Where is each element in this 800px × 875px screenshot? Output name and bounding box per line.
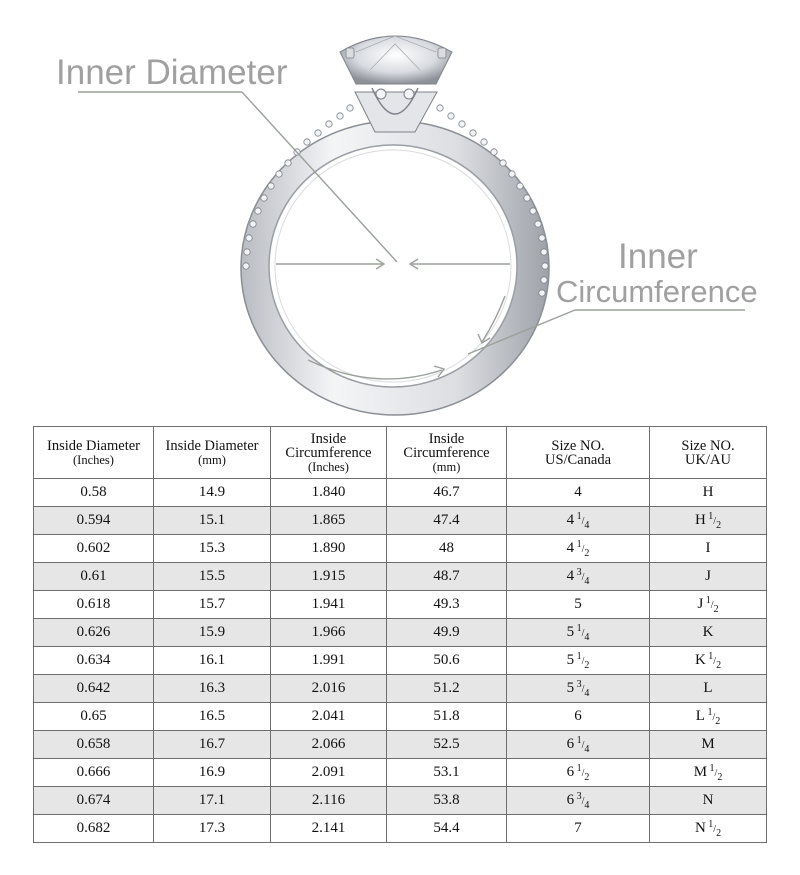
cell-circumference-inches: 1.915 xyxy=(271,563,387,591)
cell-circumference-mm: 50.6 xyxy=(387,647,507,675)
cell-circumference-inches: 2.016 xyxy=(271,675,387,703)
table-row xyxy=(34,759,767,787)
cell-size-us: 6 $^1/_4$ xyxy=(507,731,650,759)
cell-diameter-mm: 15.5 xyxy=(154,563,271,591)
cell-diameter-mm: 17.3 xyxy=(154,815,271,843)
cell-diameter-inches: 0.674 xyxy=(34,787,154,815)
cell-circumference-inches: 1.991 xyxy=(271,647,387,675)
col-inside-diameter-mm: Inside Diameter (mm) xyxy=(154,427,271,479)
cell-circumference-inches: 1.966 xyxy=(271,619,387,647)
cell-size-uk: K xyxy=(650,619,767,647)
size-fraction: $^1/_4$ xyxy=(576,510,590,531)
inner-diameter-label: Inner Diameter xyxy=(56,53,288,92)
cell-circumference-inches: 1.941 xyxy=(271,591,387,619)
cell-circumference-inches: 2.141 xyxy=(271,815,387,843)
table-row xyxy=(34,479,767,507)
cell-circumference-mm: 53.1 xyxy=(387,759,507,787)
cell-size-uk: M xyxy=(650,731,767,759)
cell-circumference-inches: 2.091 xyxy=(271,759,387,787)
cell-circumference-mm: 52.5 xyxy=(387,731,507,759)
col-inside-circumference-mm: Inside Circumference (mm) xyxy=(387,427,507,479)
cell-size-uk: L xyxy=(650,675,767,703)
col-size-uk-au: Size NO. UK/AU xyxy=(650,427,767,479)
cell-size-uk: N $^1/_2$ xyxy=(650,815,767,843)
size-fraction: $^1/_4$ xyxy=(576,622,590,643)
cell-diameter-inches: 0.602 xyxy=(34,535,154,563)
table-row xyxy=(34,535,767,563)
cell-size-uk: J xyxy=(650,563,767,591)
cell-size-uk: K $^1/_2$ xyxy=(650,647,767,675)
size-fraction: $^1/_4$ xyxy=(576,734,590,755)
cell-diameter-inches: 0.682 xyxy=(34,815,154,843)
cell-diameter-inches: 0.626 xyxy=(34,619,154,647)
cell-size-us: 4 $^1/_2$ xyxy=(507,535,650,563)
cell-size-uk: H $^1/_2$ xyxy=(650,507,767,535)
table-row xyxy=(34,591,767,619)
cell-diameter-mm: 16.5 xyxy=(154,703,271,731)
size-fraction: $^1/_2$ xyxy=(576,650,590,671)
cell-circumference-mm: 46.7 xyxy=(387,479,507,507)
cell-diameter-inches: 0.642 xyxy=(34,675,154,703)
table-row xyxy=(34,787,767,815)
cell-circumference-mm: 51.8 xyxy=(387,703,507,731)
cell-size-us: 5 xyxy=(507,591,650,619)
fraction-slash: / xyxy=(581,515,585,527)
cell-size-uk: M $^1/_2$ xyxy=(650,759,767,787)
cell-diameter-mm: 16.9 xyxy=(154,759,271,787)
inner-circumference-label-line1: Inner xyxy=(618,237,698,276)
fraction-slash: / xyxy=(581,739,585,751)
cell-diameter-inches: 0.666 xyxy=(34,759,154,787)
ring-size-table xyxy=(33,426,767,843)
fraction-slash: / xyxy=(713,655,717,667)
table-header-row xyxy=(34,427,767,479)
cell-circumference-mm: 49.9 xyxy=(387,619,507,647)
cell-diameter-inches: 0.618 xyxy=(34,591,154,619)
cell-diameter-inches: 0.658 xyxy=(34,731,154,759)
fraction-slash: / xyxy=(581,655,585,667)
cell-size-us: 4 $^3/_4$ xyxy=(507,563,650,591)
cell-diameter-inches: 0.61 xyxy=(34,563,154,591)
fraction-slash: / xyxy=(581,627,585,639)
col-inside-circumference-inches: Inside Circumference (Inches) xyxy=(271,427,387,479)
cell-circumference-inches: 1.840 xyxy=(271,479,387,507)
table-row xyxy=(34,647,767,675)
size-fraction: $^3/_4$ xyxy=(576,678,590,699)
cell-size-us: 7 xyxy=(507,815,650,843)
fraction-slash: / xyxy=(713,515,717,527)
cell-diameter-mm: 15.7 xyxy=(154,591,271,619)
table-row xyxy=(34,675,767,703)
cell-diameter-inches: 0.634 xyxy=(34,647,154,675)
fraction-slash: / xyxy=(714,767,718,779)
cell-diameter-inches: 0.58 xyxy=(34,479,154,507)
cell-circumference-mm: 47.4 xyxy=(387,507,507,535)
cell-circumference-mm: 48 xyxy=(387,535,507,563)
table-row xyxy=(34,507,767,535)
cell-size-us: 5 $^3/_4$ xyxy=(507,675,650,703)
cell-size-uk: N xyxy=(650,787,767,815)
fraction-slash: / xyxy=(712,711,716,723)
cell-diameter-inches: 0.594 xyxy=(34,507,154,535)
cell-diameter-mm: 14.9 xyxy=(154,479,271,507)
fraction-slash: / xyxy=(581,795,585,807)
cell-circumference-mm: 49.3 xyxy=(387,591,507,619)
cell-diameter-mm: 15.3 xyxy=(154,535,271,563)
cell-diameter-mm: 15.1 xyxy=(154,507,271,535)
cell-circumference-inches: 2.066 xyxy=(271,731,387,759)
table-body xyxy=(34,479,767,843)
fraction-slash: / xyxy=(713,823,717,835)
size-fraction: $^1/_2$ xyxy=(708,650,722,671)
size-fraction: $^1/_2$ xyxy=(705,594,719,615)
inner-circumference-label-line2: Circumference xyxy=(556,274,758,309)
cell-diameter-mm: 16.3 xyxy=(154,675,271,703)
table-row xyxy=(34,563,767,591)
cell-diameter-mm: 16.1 xyxy=(154,647,271,675)
table-row xyxy=(34,815,767,843)
ring-illustration xyxy=(0,0,800,420)
col-inside-diameter-inches: Inside Diameter (Inches) xyxy=(34,427,154,479)
size-fraction: $^1/_2$ xyxy=(576,538,590,559)
table-row xyxy=(34,731,767,759)
ring-setting xyxy=(340,36,452,132)
cell-circumference-inches: 1.890 xyxy=(271,535,387,563)
size-fraction: $^1/_2$ xyxy=(707,706,721,727)
table-row xyxy=(34,703,767,731)
fraction-slash: / xyxy=(581,683,585,695)
table-row xyxy=(34,619,767,647)
size-fraction: $^1/_2$ xyxy=(708,818,722,839)
cell-circumference-inches: 1.865 xyxy=(271,507,387,535)
cell-size-uk: J $^1/_2$ xyxy=(650,591,767,619)
fraction-slash: / xyxy=(581,543,585,555)
cell-circumference-mm: 51.2 xyxy=(387,675,507,703)
cell-size-us: 5 $^1/_2$ xyxy=(507,647,650,675)
cell-diameter-mm: 17.1 xyxy=(154,787,271,815)
size-fraction: $^1/_2$ xyxy=(576,762,590,783)
cell-size-us: 4 xyxy=(507,479,650,507)
cell-size-us: 6 $^3/_4$ xyxy=(507,787,650,815)
fraction-slash: / xyxy=(710,599,714,611)
size-fraction: $^1/_2$ xyxy=(709,762,723,783)
size-fraction: $^3/_4$ xyxy=(576,566,590,587)
size-fraction: $^3/_4$ xyxy=(576,790,590,811)
size-fraction: $^1/_2$ xyxy=(708,510,722,531)
cell-diameter-mm: 15.9 xyxy=(154,619,271,647)
cell-size-uk: I xyxy=(650,535,767,563)
cell-size-us: 4 $^1/_4$ xyxy=(507,507,650,535)
cell-size-us: 5 $^1/_4$ xyxy=(507,619,650,647)
cell-circumference-mm: 48.7 xyxy=(387,563,507,591)
cell-size-us: 6 xyxy=(507,703,650,731)
cell-circumference-mm: 54.4 xyxy=(387,815,507,843)
fraction-slash: / xyxy=(581,767,585,779)
cell-size-uk: L $^1/_2$ xyxy=(650,703,767,731)
cell-size-us: 6 $^1/_2$ xyxy=(507,759,650,787)
cell-diameter-inches: 0.65 xyxy=(34,703,154,731)
col-size-us-canada: Size NO. US/Canada xyxy=(507,427,650,479)
cell-diameter-mm: 16.7 xyxy=(154,731,271,759)
cell-circumference-inches: 2.041 xyxy=(271,703,387,731)
cell-circumference-inches: 2.116 xyxy=(271,787,387,815)
cell-size-uk: H xyxy=(650,479,767,507)
fraction-slash: / xyxy=(581,571,585,583)
cell-circumference-mm: 53.8 xyxy=(387,787,507,815)
